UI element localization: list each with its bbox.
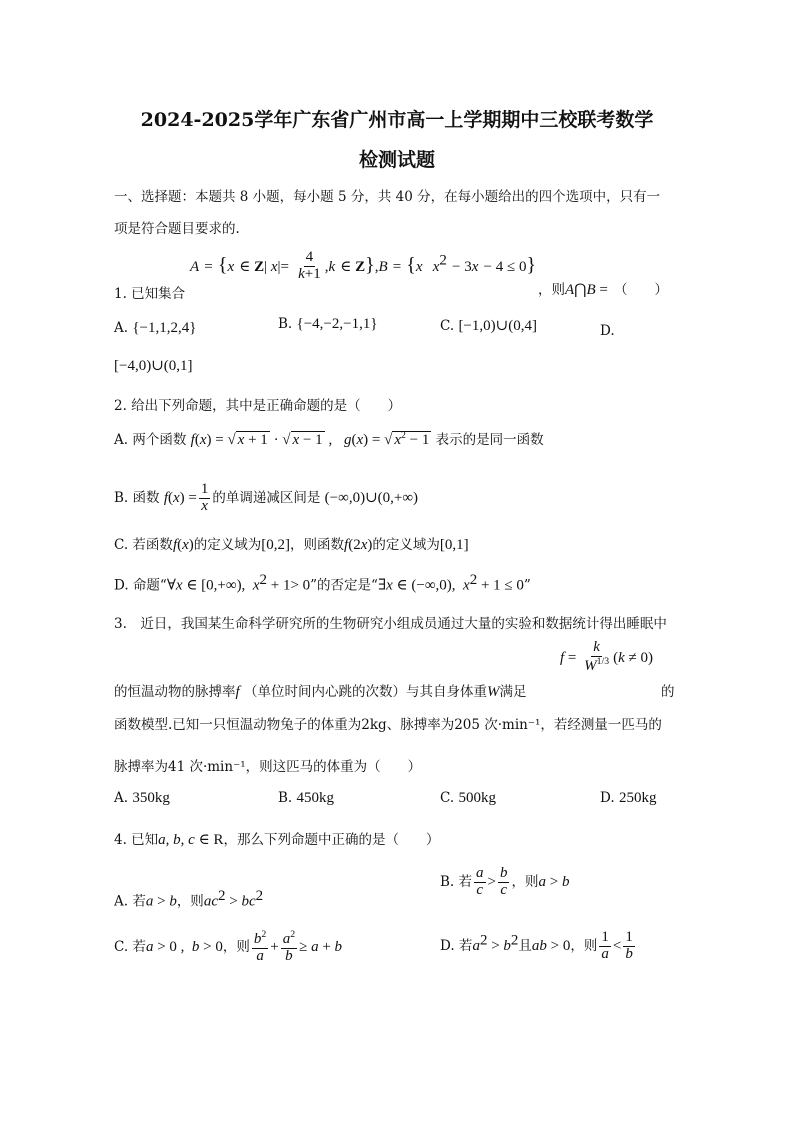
section-instruction-line2: 项是符合题目要求的. [114,221,240,237]
section-instruction-line1: 一、选择题：本题共 8 小题，每小题 5 分，共 40 分，在每小题给出的四个选项中，只有一 [114,189,661,205]
q1-option-d-label[interactable]: D. [600,323,615,339]
q1-set-definition: A = {x ∈ Z| x|= $\frac{4}{k+1}$ ,k ∈ Z},B = {x $x^2 - 3x - 4 \le 0$} [190,249,537,282]
q1-option-a[interactable]: A. {−1,1,2,4} [114,320,197,336]
q2-stem: 2. 给出下列命题，其中是正确命题的是（ ） [114,398,402,414]
q3-option-a[interactable]: A. 350kg [114,790,170,806]
q3-formula: f = $\frac{k}{W^{1/3}}$ (k ≠ 0) [560,639,654,674]
q1-option-b[interactable]: B. {−4,−2,−1,1} [278,316,378,332]
q2-option-c[interactable]: C. 若函数f(x)的定义域为[0,2]，则函数f(2x)的定义域为[0,1] [114,537,469,553]
q3-line2-end: 的 [661,684,675,700]
q2-option-d[interactable]: D. 命题“∀x ∈ [0,+∞), $x^2 + 1> 0$”的否定是“∃x ∈ (−∞,0), $x^2 + 1 \le 0$” [114,572,531,594]
q3-line4: 脉搏率为41 次·min⁻¹，则这匹马的体重为（ ） [114,759,422,775]
document-title-line2: 检测试题 [358,149,435,171]
q2-option-a[interactable]: A. 两个函数 f(x) = √ x + 1 · √ x − 1 , g(x) = √ $x^2 - 1$ 表示的是同一函数 [114,430,544,448]
q3-option-d[interactable]: D. 250kg [600,790,657,806]
q4-option-b[interactable]: B. 若 $\frac{a}{c}$ > $\frac{b}{c}$ ，则a > b [440,865,570,898]
q1-answer-paren: （ ） [614,282,668,298]
q1-stem-prefix: 1. 已知集合 [114,286,186,302]
q1-stem-suffix: ，则A⋂B = [538,282,608,298]
q4-option-a[interactable]: A. 若a > b，则$ac^2 > bc^2$ [114,888,264,910]
q1-option-c[interactable]: C. [−1,0)∪(0,4] [440,318,537,334]
q4-stem: 4. 已知a, b, c ∈ R，那么下列命题中正确的是（ ） [114,832,440,848]
q3-line2: 的恒温动物的脉搏率f （单位时间内心跳的次数）与其自身体重W满足 [114,684,527,700]
q3-option-b[interactable]: B. 450kg [278,790,335,806]
q3-option-c[interactable]: C. 500kg [440,790,496,806]
document-title-line1: 2024-2025学年广东省广州市高一上学期期中三校联考数学 [140,109,654,131]
q3-line1: 3. 近日，我国某生命科学研究所的生物研究小组成员通过大量的实验和数据统计得出睡眠中 [114,616,667,632]
q1-option-d-math[interactable]: [−4,0)∪(0,1] [114,358,193,374]
q4-option-d[interactable]: D. 若$a^2 > b^2$且ab > 0，则 $\frac{1}{a}$ < $\frac{1}{b}$ [440,929,633,962]
q4-option-c[interactable]: C. 若a > 0 , b > 0，则 $\frac{b^2}{a}$ + $\frac{a^2}{b}$ ≥ a + b [114,929,343,964]
q3-line3: 函数模型.已知一只恒温动物兔子的体重为2kg、脉搏率为205 次·min⁻¹，若经测量一匹马的 [114,717,662,733]
q2-option-b[interactable]: B. 函数 f(x) = $\frac{1}{x}$ 的单调递减区间是 (−∞,0)∪(0,+∞) [114,481,419,514]
